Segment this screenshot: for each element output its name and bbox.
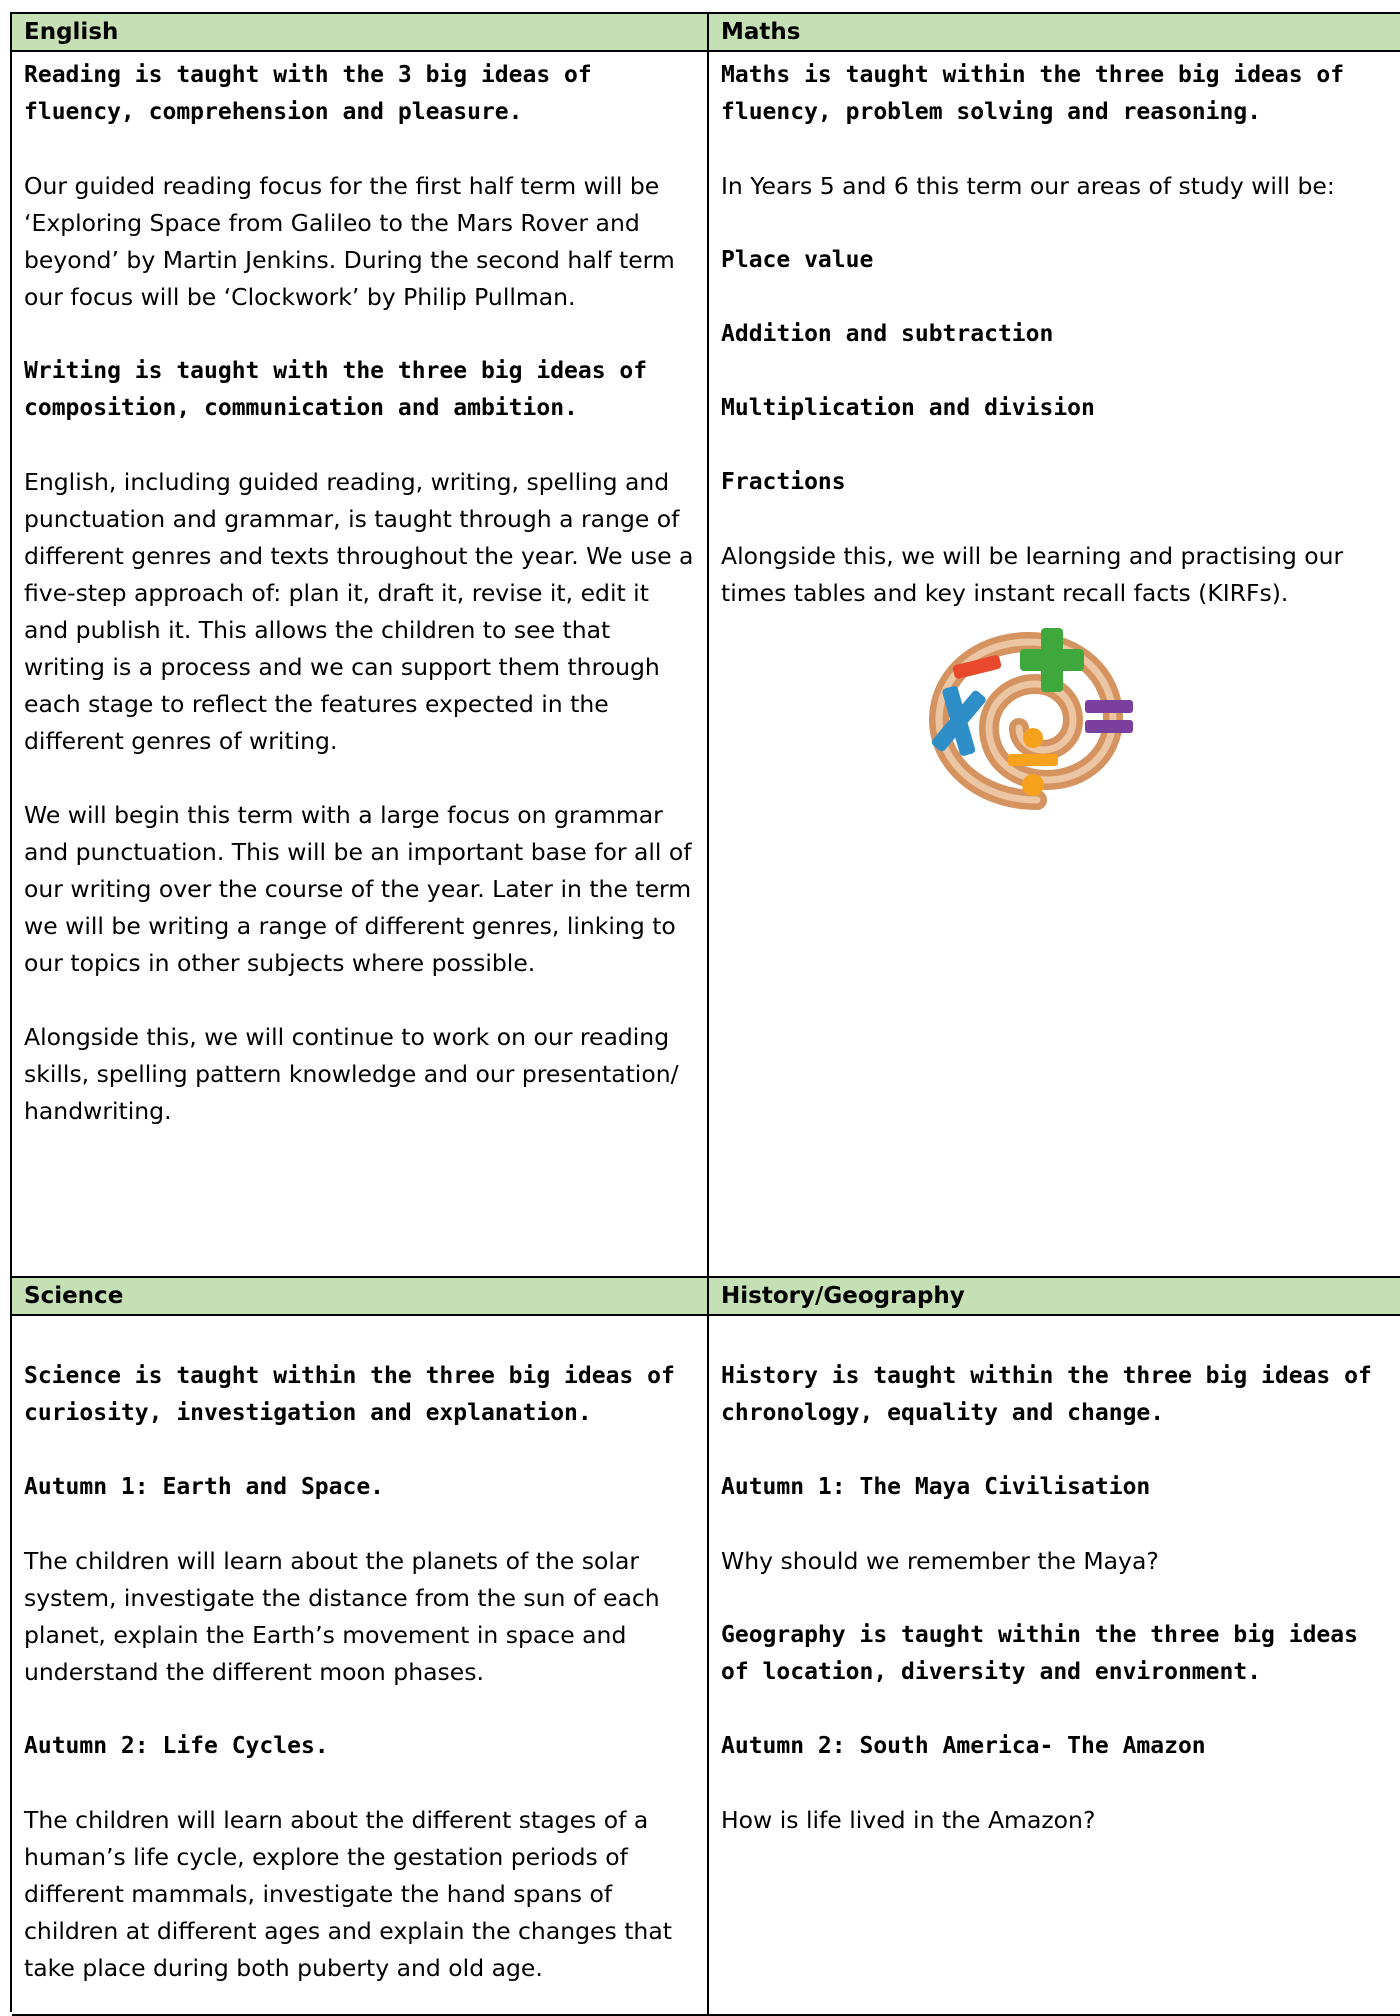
maths-topic: Fractions (721, 469, 846, 495)
maths-alongside: Alongside this, we will be learning and practising our times tables and key instant recall facts (KIRFs). (721, 542, 1344, 607)
science-body (12, 1316, 709, 2016)
geography-autumn2-title: Autumn 2: South America- The Amazon (721, 1733, 1206, 1759)
science-autumn1-title: Autumn 1: Earth and Space. (24, 1474, 385, 1500)
english-header: English (12, 14, 709, 52)
maths-topic: Multiplication and division (721, 395, 1095, 421)
history-geography-header: History/Geography (709, 1278, 1400, 1316)
maths-topic: Addition and subtraction (721, 321, 1054, 347)
english-reading-big-ideas: Reading is taught with the 3 big ideas of fluency, comprehension and pleasure. (24, 62, 592, 125)
history-autumn1-question: Why should we remember the Maya? (721, 1547, 1159, 1575)
geography-big-ideas: Geography is taught within the three big ideas of location, diversity and environment. (721, 1622, 1358, 1685)
english-guided-reading: Our guided reading focus for the first half term will be ‘Exploring Space from Galileo to the Mars Rover and beyond’ by Martin Jenkins. During the second half term our focus will be ‘Clockwork’ by Philip Pullman. (24, 172, 675, 311)
science-header: Science (12, 1278, 709, 1316)
geography-autumn2-question: How is life lived in the Amazon? (721, 1806, 1096, 1834)
english-term-focus: We will begin this term with a large focus on grammar and punctuation. This will be an important base for all of our writing over the course of the year. Later in the term we will be writing a range of different genres, linking to our topics in other subjects where possible. (24, 801, 692, 977)
science-autumn2-text: The children will learn about the different stages of a human’s life cycle, explore the gestation periods of different mammals, investigate the hand spans of children at different ages and explain the changes that take place during both puberty and old age. (24, 1806, 672, 1982)
science-big-ideas: Science is taught within the three big ideas of curiosity, investigation and explanation. (24, 1363, 675, 1426)
maths-big-ideas: Maths is taught within the three big ideas of fluency, problem solving and reasoning. (721, 62, 1345, 125)
maths-intro: In Years 5 and 6 this term our areas of study will be: (721, 172, 1335, 200)
history-geography-body (709, 1316, 1400, 2016)
maths-body (709, 52, 1400, 1278)
maths-symbols-swirl-icon (917, 620, 1157, 820)
maths-symbols-svg (917, 620, 1157, 820)
maths-topic: Place value (721, 247, 874, 273)
english-body (12, 52, 709, 1278)
maths-header: Maths (709, 14, 1400, 52)
science-autumn1-text: The children will learn about the planets of the solar system, investigate the distance from the sun of each planet, explain the Earth’s movement in space and understand the different moon phases. (24, 1547, 660, 1686)
science-autumn2-title: Autumn 2: Life Cycles. (24, 1733, 329, 1759)
curriculum-table (10, 12, 1400, 2012)
history-autumn1-title: Autumn 1: The Maya Civilisation (721, 1474, 1151, 1500)
history-big-ideas: History is taught within the three big ideas of chronology, equality and change. (721, 1363, 1372, 1426)
english-writing-big-ideas: Writing is taught with the three big ideas of composition, communication and ambition. (24, 358, 648, 421)
english-approach: English, including guided reading, writing, spelling and punctuation and grammar, is taught through a range of different genres and texts throughout the year. We use a five-step approach of: plan it, draft it, revise it, edit it and publish it. This allows the children to see that writing is a process and we can support them through each stage to reflect the features expected in the different genres of writing. (24, 468, 694, 755)
english-alongside: Alongside this, we will continue to work on our reading skills, spelling pattern knowledge and our presentation/ handwriting. (24, 1023, 679, 1125)
